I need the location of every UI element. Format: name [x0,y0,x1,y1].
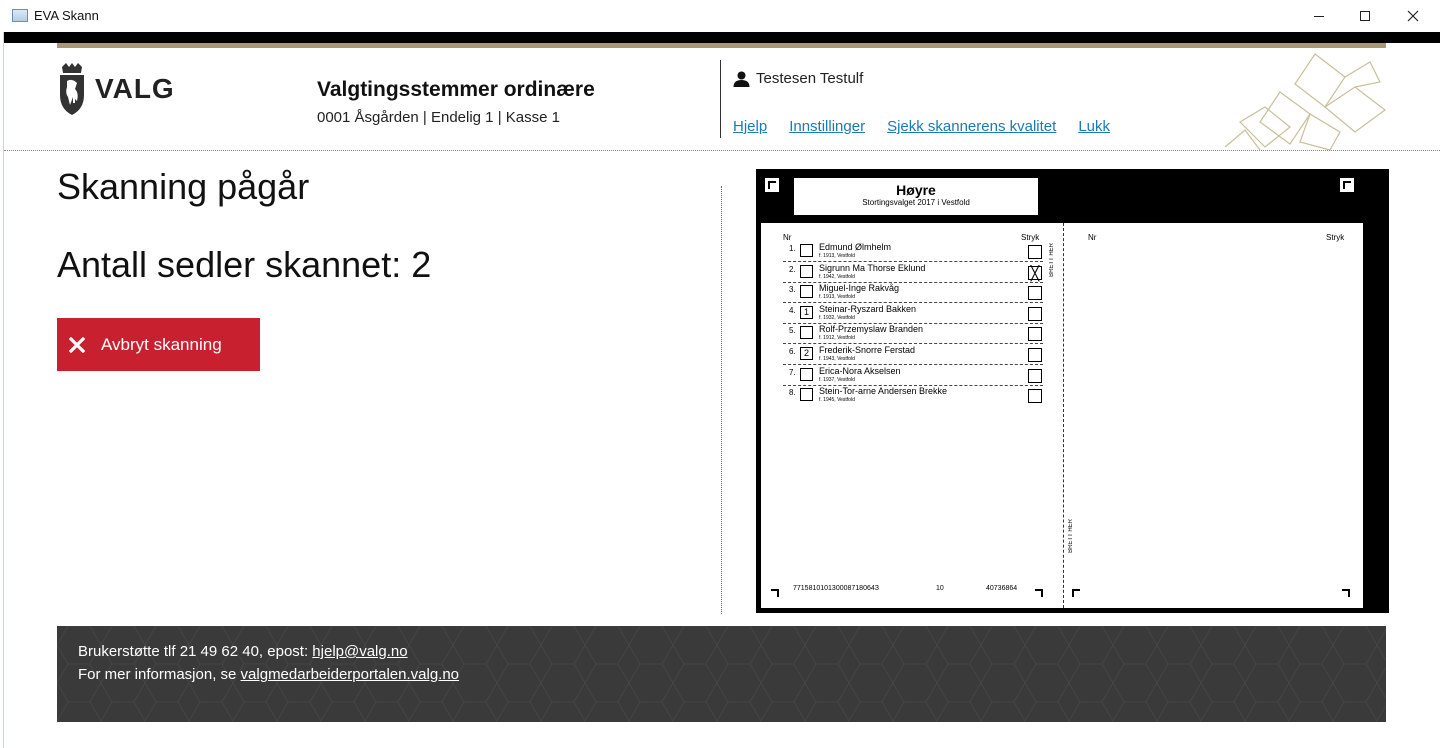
candidate-rank-box [800,265,813,278]
ballot-bottom-corner-mark [1035,589,1043,597]
candidate-rank-box [800,368,813,381]
ballot-party-name: Høyre [896,182,936,198]
candidate-row [783,365,1043,386]
portal-link[interactable]: valgmedarbeiderportalen.valg.no [240,666,460,683]
candidate-number: 4. [789,305,796,315]
ballot-barcode-right: 40736864 [986,585,1018,592]
candidate-info: f. 1942, Vestfold [819,273,855,280]
info-prefix: For mer informasjon, se [78,666,241,683]
candidate-strike-box [1028,286,1042,300]
candidate-row [783,241,1043,262]
candidate-rank-box: 2 [800,347,813,360]
candidate-name: Edmund Ølmhelm [819,242,892,252]
candidate-name: Stein-Tor-arne Andersen Brekke [819,386,948,397]
candidate-rank-box [800,244,813,257]
ballot-col-stryk-right: Stryk [1326,233,1345,242]
candidate-number: 5. [789,326,796,336]
norwegian-crest-icon [57,63,87,115]
candidate-name: Steinar-Ryszard Bakken [819,303,917,314]
nav-link-close[interactable]: Lukk [1078,118,1110,135]
support-contact [78,643,408,660]
header-nav [733,118,1110,135]
candidate-number: 3. [789,285,796,295]
minimize-icon [1314,16,1324,17]
logo-text: VALG [95,73,175,104]
candidate-strike-box [1028,369,1042,383]
candidate-rank-box [800,285,813,298]
header-separator [4,150,1440,151]
window-titlebar [0,0,1440,32]
candidate-strike-box: ╳ [1028,266,1042,280]
candidate-strike-box [1028,348,1042,362]
scanned-ballot-preview [756,169,1389,613]
gold-accent-bar [57,43,1386,48]
support-prefix: Brukerstøtte tlf 21 49 62 40, epost: [78,643,313,660]
cancel-scanning-button[interactable] [57,318,260,371]
more-info [78,666,459,683]
current-user [733,70,863,87]
ballot-bottom-corner-mark [771,589,779,597]
nav-link-scanner-quality[interactable]: Sjekk skannerens kvalitet [887,118,1057,135]
top-black-bar [4,32,1440,43]
candidate-strike-box [1028,389,1042,403]
candidate-rank-box [800,326,813,339]
user-name: Testesen Testulf [756,70,864,87]
candidate-info: f. 1943, Vestfold [819,356,855,362]
election-title: Valgtingsstemmer ordinære [317,78,595,101]
candidate-number: 6. [789,347,796,356]
app-window-icon [12,9,28,22]
candidate-row [783,303,1043,324]
ballot-col-nr: Nr [783,233,792,242]
window-title: EVA Skann [34,8,99,23]
cancel-x-icon [69,337,85,353]
candidate-name: Miguel-Inge Rakvåg [819,283,900,294]
candidate-number: 7. [789,367,796,377]
ballot-election-name: Stortingsvalget 2017 i Vestfold [862,198,970,207]
candidate-info: f. 1913, Vestfold [819,253,855,259]
header-decoration-graphic [1220,52,1390,152]
candidate-rank-box: 1 [800,306,813,319]
fold-here-label-right: BRETT HER [1068,519,1074,553]
window-left-edge [0,32,4,748]
ballot-bottom-corner-mark [1342,589,1350,597]
ballot-party-header [794,178,1038,215]
maximize-button[interactable] [1342,0,1388,32]
ballot-left-page [761,223,1063,608]
maximize-icon [1360,11,1370,21]
ballot-barcode-mid: 10 [936,585,944,592]
page-footer [57,626,1386,722]
candidate-strike-box [1028,307,1042,321]
cancel-scanning-label: Avbryt skanning [101,334,222,354]
candidate-info: f. 1945, Vestfold [819,397,855,404]
minimize-button[interactable] [1296,0,1342,32]
main-divider [721,186,722,614]
candidate-strike-box [1028,245,1042,259]
candidate-rank-box [800,388,813,401]
scan-status-title: Skanning pågår [57,166,310,207]
nav-link-help[interactable]: Hjelp [733,118,768,135]
scanned-count: Antall sedler skannet: 2 [57,244,432,285]
ballot-col-stryk: Stryk [1021,233,1040,242]
support-email-link[interactable]: hjelp@valg.no [312,643,408,660]
candidate-number: 2. [789,264,796,274]
nav-link-settings[interactable]: Innstillinger [789,118,866,135]
close-icon [1407,10,1419,22]
candidate-name: Erica-Nora Akselsen [819,365,901,376]
fold-here-label: BRETT HER [1049,243,1055,277]
candidate-name: Frederik-Snorre Ferstad [819,345,916,355]
candidate-info: f. 1932, Vestfold [819,314,855,321]
candidate-name: Sigrunn Ma Thorse Eklund [819,262,926,273]
candidate-row [783,262,1043,283]
ballot-corner-mark [765,178,779,192]
ballot-right-page [1063,223,1363,608]
candidate-row [783,323,1043,344]
candidate-info: f. 1912, Vestfold [819,335,855,342]
header-divider [720,60,721,138]
ballot-bottom-corner-mark [1072,589,1080,597]
candidate-info: f. 1937, Vestfold [819,376,855,383]
candidate-row [783,385,1043,406]
election-subtitle: 0001 Åsgården | Endelig 1 | Kasse 1 [317,109,560,126]
candidate-row [783,282,1043,303]
user-icon [733,71,750,87]
candidate-row [783,344,1043,365]
candidate-strike-box [1028,327,1042,341]
candidate-name: Rolf-Przemyslaw Branden [819,324,924,335]
candidate-number: 8. [789,388,796,398]
ballot-corner-mark [1340,178,1354,192]
close-window-button[interactable] [1390,0,1436,32]
ballot-col-nr-right: Nr [1088,233,1097,242]
candidate-info: f. 1913, Vestfold [819,294,855,301]
valg-logo [57,62,175,116]
candidate-number: 1. [789,244,796,253]
ballot-barcode: 771581010130008718064З [793,585,879,592]
